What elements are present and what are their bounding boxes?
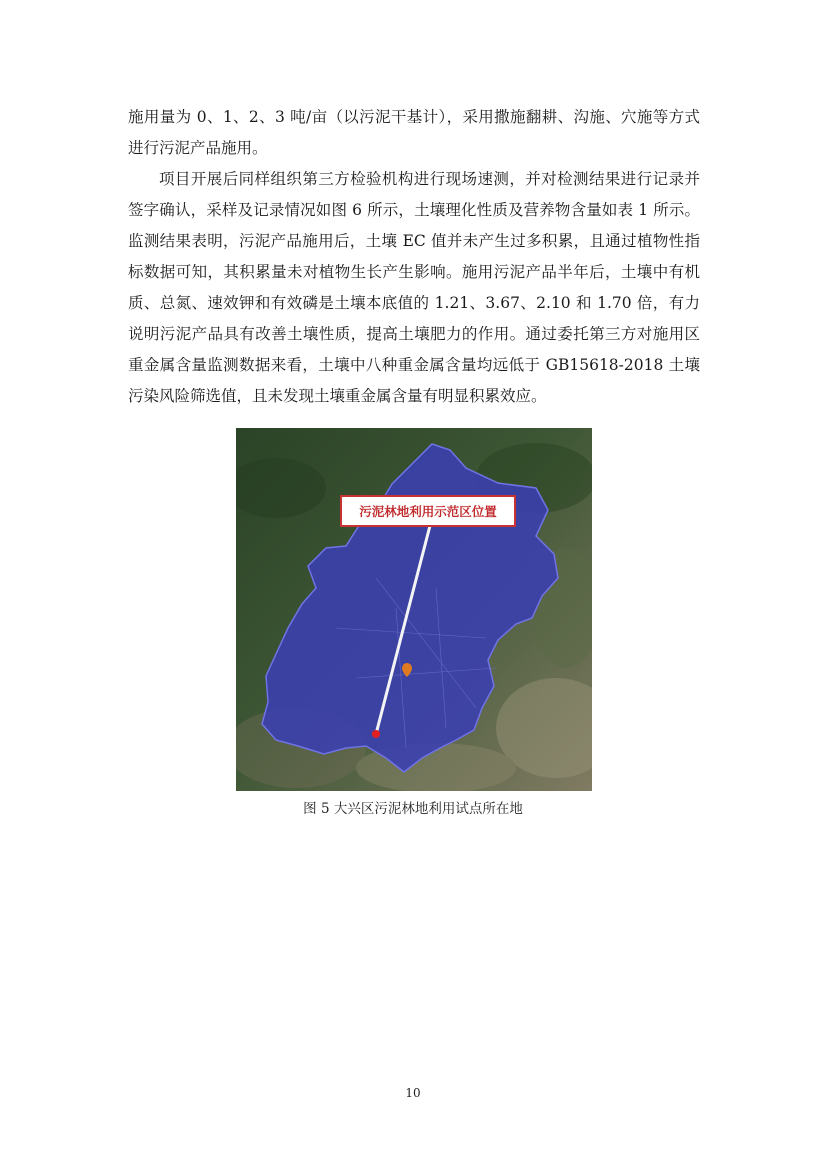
page-number: 10 (405, 1086, 421, 1100)
figure-caption: 图 5 大兴区污泥林地利用试点所在地 (303, 801, 523, 817)
paragraph-2: 项目开展后同样组织第三方检验机构进行现场速测，并对检测结果进行记录并签字确认，采样及记录情况如图 6 所示，土壤理化性质及营养物含量如表 1 所示。监测结果表明，污泥产品施用后，土壤 EC 值并未产生过多积累，且通过植物性指标数据可知，其积累量未对植物生长产生影响。施用污泥产品半年后，土壤中有机质、总氮、速效钾和有效磷是土壤本底值的 1.21、3.67、2.10 和 1.70 倍，有力说明污泥产品具有改善土壤性质，提高土壤肥力的作用。通过委托第三方对施用区重金属含量监测数据来看，土壤中八种重金属含量均远低于 GB15618-2018 土壤污染风险筛选值，且未发现土壤重金属含量有明显积累效应。 (128, 170, 700, 405)
paragraph-1: 施用量为 0、1、2、3 吨/亩（以污泥干基计），采用撒施翻耕、沟施、穴施等方式进行污泥产品施用。 (128, 108, 700, 157)
map-label: 污泥林地利用示范区位置 (359, 504, 497, 519)
map-image (236, 428, 592, 791)
beijing-map-figure (236, 428, 592, 791)
site-marker-icon (372, 730, 380, 738)
